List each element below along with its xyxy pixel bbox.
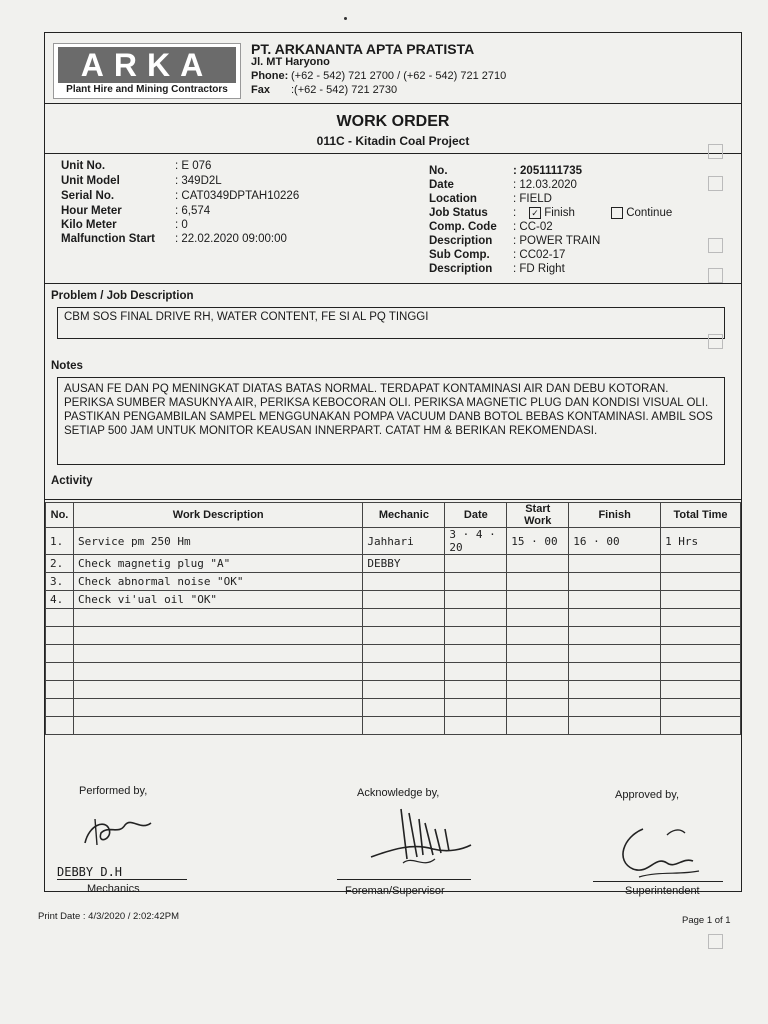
notes-box	[57, 377, 725, 465]
foreman-signature	[363, 799, 473, 871]
cell-total-time	[661, 699, 741, 717]
cell-work-description	[73, 699, 362, 717]
sub-comp-label: Sub Comp.	[429, 249, 490, 261]
job-status-colon: :	[513, 207, 517, 219]
notes-label: Notes	[51, 360, 83, 372]
cell-finish	[569, 627, 661, 645]
activity-row	[46, 609, 741, 627]
location-label: Location	[429, 193, 477, 205]
cell-start-work	[507, 573, 569, 591]
col-no: No.	[46, 503, 74, 528]
show-through-box	[708, 176, 723, 191]
superintendent-role: Superintendent	[625, 885, 700, 897]
show-through-box	[708, 334, 723, 349]
order-date-value: : 12.03.2020	[513, 179, 577, 191]
location-value: : FIELD	[513, 193, 552, 205]
sub-description-label: Description	[429, 263, 493, 275]
cell-start-work	[507, 555, 569, 573]
cell-total-time	[661, 681, 741, 699]
cell-work-description	[73, 627, 362, 645]
activity-row	[46, 528, 741, 555]
cell-no	[46, 663, 74, 681]
cell-total-time	[661, 609, 741, 627]
activity-header-row	[46, 503, 741, 528]
col-mechanic: Mechanic	[363, 503, 445, 528]
job-status-label: Job Status	[429, 207, 488, 219]
cell-no: 1.	[46, 528, 74, 555]
cell-start-work	[507, 717, 569, 735]
order-date-label: Date	[429, 179, 454, 191]
cell-mechanic	[363, 627, 445, 645]
activity-row	[46, 555, 741, 573]
job-status-finish[interactable]	[529, 207, 575, 219]
cell-date	[445, 555, 507, 573]
show-through-box	[708, 934, 723, 949]
col-date: Date	[445, 503, 507, 528]
mechanic-sign-line	[57, 879, 187, 880]
logo-tagline: Plant Hire and Mining Contractors	[66, 84, 228, 95]
activity-row	[46, 627, 741, 645]
hour-meter-label: Hour Meter	[61, 205, 122, 217]
fax-value: :(+62 - 542) 721 2730	[291, 84, 398, 96]
activity-row	[46, 663, 741, 681]
cell-mechanic: Jahhari	[363, 528, 445, 555]
cell-no	[46, 681, 74, 699]
cell-date	[445, 573, 507, 591]
activity-row	[46, 573, 741, 591]
cell-work-description: Check abnormal noise "OK"	[73, 573, 362, 591]
activity-row	[46, 645, 741, 663]
comp-description-label: Description	[429, 235, 493, 247]
fax-label: Fax	[251, 84, 270, 96]
cell-finish	[569, 555, 661, 573]
page-number: Page 1 of 1	[682, 915, 731, 926]
info-divider	[45, 283, 741, 284]
cell-finish: 16 · 00	[569, 528, 661, 555]
cell-total-time	[661, 627, 741, 645]
activity-label: Activity	[51, 475, 93, 487]
mechanic-signature	[75, 805, 165, 855]
cell-total-time	[661, 591, 741, 609]
cell-no	[46, 645, 74, 663]
continue-checkbox[interactable]	[611, 207, 623, 219]
cell-mechanic	[363, 717, 445, 735]
cell-no: 3.	[46, 573, 74, 591]
problem-box	[57, 307, 725, 339]
activity-top-rule	[45, 499, 741, 500]
unit-no-label: Unit No.	[61, 160, 106, 172]
mechanic-name: DEBBY D.H	[57, 865, 123, 879]
superintendent-signature	[609, 815, 709, 885]
show-through-box	[708, 268, 723, 283]
cell-start-work	[507, 627, 569, 645]
acknowledge-by-label: Acknowledge by,	[357, 787, 440, 799]
cell-no: 4.	[46, 591, 74, 609]
cell-start-work	[507, 681, 569, 699]
hour-meter-value: : 6,574	[175, 205, 211, 217]
cell-finish	[569, 573, 661, 591]
work-order-sheet	[44, 32, 742, 897]
cell-work-description	[73, 663, 362, 681]
col-total-time: Total Time	[661, 503, 741, 528]
cell-start-work	[507, 591, 569, 609]
activity-row	[46, 681, 741, 699]
cell-finish	[569, 681, 661, 699]
problem-label: Problem / Job Description	[51, 290, 194, 302]
cell-finish	[569, 717, 661, 735]
performed-by-label: Performed by,	[79, 785, 148, 797]
cell-mechanic	[363, 591, 445, 609]
project-name: 011C - Kitadin Coal Project	[316, 134, 470, 148]
kilo-meter-label: Kilo Meter	[61, 219, 117, 231]
cell-work-description	[73, 717, 362, 735]
cell-total-time	[661, 555, 741, 573]
title-divider	[45, 153, 741, 154]
cell-date	[445, 627, 507, 645]
activity-table	[45, 502, 741, 735]
cell-start-work	[507, 699, 569, 717]
serial-no-label: Serial No.	[61, 190, 115, 202]
activity-row	[46, 699, 741, 717]
company-address: Jl. MT Haryono	[251, 56, 330, 68]
cell-work-description: Check vi'ual oil "OK"	[73, 591, 362, 609]
cell-work-description	[73, 645, 362, 663]
cell-mechanic	[363, 699, 445, 717]
phone-label: Phone:	[251, 70, 289, 82]
document-title: WORK ORDER	[336, 113, 450, 130]
company-logo	[53, 43, 241, 99]
print-date: Print Date : 4/3/2020 / 2:02:42PM	[38, 911, 180, 922]
sub-comp-value: : CC02-17	[513, 249, 566, 261]
superintendent-sign-line	[593, 881, 723, 882]
cell-date	[445, 591, 507, 609]
cell-start-work: 15 · 00	[507, 528, 569, 555]
header-divider	[45, 103, 741, 104]
activity-row	[46, 717, 741, 735]
malfunction-start-label: Malfunction Start	[61, 233, 155, 245]
cell-no	[46, 717, 74, 735]
logo-wordmark: ARKA	[58, 47, 236, 83]
mechanics-role: Mechanics	[87, 883, 140, 895]
serial-no-value: : CAT0349DPTAH10226	[175, 190, 300, 202]
company-name: PT. ARKANANTA APTA PRATISTA	[251, 41, 475, 57]
cell-date	[445, 663, 507, 681]
cell-date	[445, 645, 507, 663]
cell-date	[445, 681, 507, 699]
problem-text: CBM SOS FINAL DRIVE RH, WATER CONTENT, FE SI AL PQ TINGGI	[64, 311, 429, 323]
unit-no-value: : E 076	[175, 160, 212, 172]
cell-total-time	[661, 573, 741, 591]
activity-row	[46, 591, 741, 609]
continue-label: Continue	[626, 207, 673, 220]
cell-start-work	[507, 609, 569, 627]
kilo-meter-value: : 0	[175, 219, 188, 231]
comp-code-label: Comp. Code	[429, 221, 497, 233]
finish-checkbox[interactable]: ✓	[529, 207, 541, 219]
cell-no	[46, 627, 74, 645]
cell-work-description	[73, 681, 362, 699]
cell-work-description	[73, 609, 362, 627]
cell-total-time	[661, 717, 741, 735]
cell-work-description: Service pm 250 Hm	[73, 528, 362, 555]
comp-code-value: : CC-02	[513, 221, 553, 233]
finish-label: Finish	[544, 207, 575, 220]
unit-model-label: Unit Model	[61, 175, 120, 187]
stray-mark	[344, 17, 347, 20]
cell-start-work	[507, 645, 569, 663]
order-no-value: : 2051111735	[513, 165, 583, 177]
unit-model-value: : 349D2L	[175, 175, 222, 187]
cell-start-work	[507, 663, 569, 681]
cell-date	[445, 717, 507, 735]
cell-no	[46, 699, 74, 717]
cell-work-description: Check magnetig plug "A"	[73, 555, 362, 573]
show-through-box	[708, 238, 723, 253]
cell-finish	[569, 699, 661, 717]
notes-text: AUSAN FE DAN PQ MENINGKAT DIATAS BATAS NORMAL. TERDAPAT KONTAMINASI AIR DAN DEBU KOTORAN. PERIKSA SUMBER MASUKNYA AIR, PERIKSA KEBOCORAN OLI. PERIKSA MAGNETIC PLUG DAN KONDISI VISUAL OLI. PASTIKAN PENGAMBILAN SAMPEL MENGGUNAKAN POMPA VACUUM DANB BOTOL BEBAS KONTAMINASI. AMBIL SOS SETIAP 500 JAM UNTUK MONITOR KEAUSAN INNERPART. CATAT HM & BERIKAN REKOMENDASI.	[64, 383, 713, 437]
cell-mechanic	[363, 573, 445, 591]
cell-no: 2.	[46, 555, 74, 573]
cell-date	[445, 609, 507, 627]
show-through-box	[708, 144, 723, 159]
order-no-label: No.	[429, 165, 448, 177]
cell-finish	[569, 645, 661, 663]
cell-mechanic	[363, 663, 445, 681]
cell-total-time: 1 Hrs	[661, 528, 741, 555]
cell-mechanic	[363, 609, 445, 627]
foreman-sign-line	[337, 879, 471, 880]
cell-total-time	[661, 663, 741, 681]
col-work-description: Work Description	[73, 503, 362, 528]
cell-mechanic	[363, 645, 445, 663]
foreman-role: Foreman/Supervisor	[345, 885, 445, 897]
cell-mechanic: DEBBY	[363, 555, 445, 573]
cell-finish	[569, 663, 661, 681]
approved-by-label: Approved by,	[615, 789, 680, 801]
sub-description-value: : FD Right	[513, 263, 565, 275]
job-status-continue[interactable]	[611, 207, 672, 219]
cell-total-time	[661, 645, 741, 663]
cell-mechanic	[363, 681, 445, 699]
cell-finish	[569, 609, 661, 627]
col-finish: Finish	[569, 503, 661, 528]
cell-date: 3 · 4 · 20	[445, 528, 507, 555]
col-start-work: Start Work	[507, 503, 569, 528]
phone-value: (+62 - 542) 721 2700 / (+62 - 542) 721 2710	[291, 70, 507, 82]
cell-no	[46, 609, 74, 627]
cell-date	[445, 699, 507, 717]
comp-description-value: : POWER TRAIN	[513, 235, 601, 247]
cell-finish	[569, 591, 661, 609]
malfunction-start-value: : 22.02.2020 09:00:00	[175, 233, 287, 245]
